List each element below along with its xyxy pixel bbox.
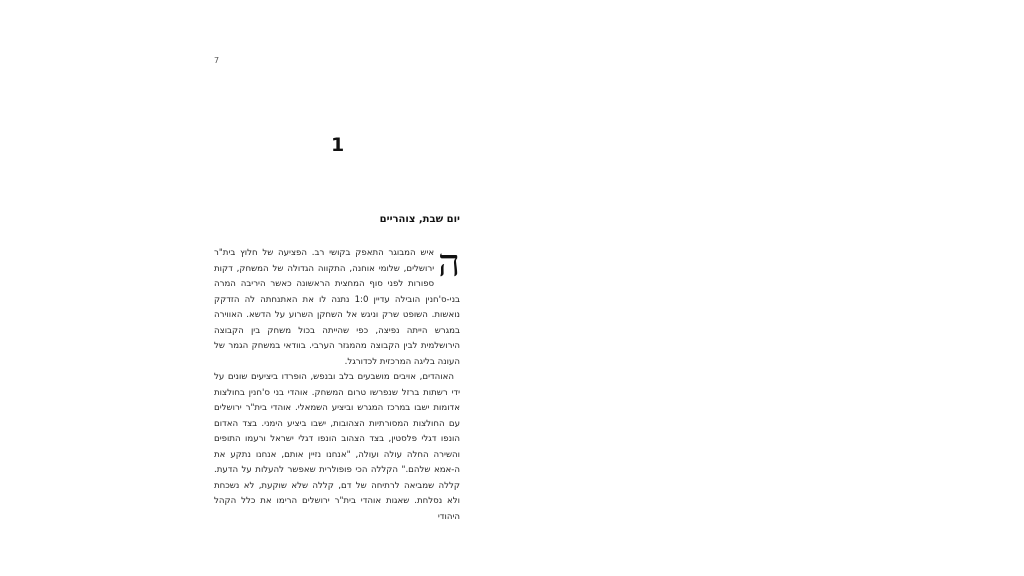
paragraph-2: האוהדים, אויבים מושבעים בלב ובנפש, הופרדו ביציעים שונים על ידי רשתות ברזל שנפרשו טרום המשחק. אוהדי בני ס'חנין בחולצות אדומות ישבו במרכז המגרש וביציע השמאלי. אוהדי בית"ר ירושלים עם החולצות המסורתיות הצהובות, ישבו ביציע הימני. בצד האדום הונפו דגלי פלסטין, בצד הצהוב הונפו דגלי ישראל ורעמו התופים והשירה החלה עולה ועולה, "אנחנו נזיין אותם, אנחנו נתקע את ה-אמא שלהם." הקללה הכי פופולרית שאפשר להעלות על הדעת. קללה שמביאה לרתיחה של דם, קללה שלא שוקעת, לא נשכחת ולא נסלחת. שאגות אוהדי בית"ר ירושלים הרימו את כלל הקהל היהודי (214, 372, 460, 522)
section-title: יום שבת, צוהריים (379, 214, 460, 225)
page-number: 7 (214, 56, 220, 65)
drop-cap: ה (438, 241, 460, 285)
body-text (214, 241, 460, 525)
chapter-number: 1 (331, 134, 345, 156)
paragraph-1: איש המבוגר התאפק בקושי רב. הפציעה של חלוץ בית"ר ירושלים, שלומי אוחנה, התקווה הגדולה של המשחק, דקות ספורות לפני סוף המחצית הראשונה כאשר היריבה המרה בני-ס'חנין הובילה עדיין 1:0 נתנה לו את האתנחתה לה הזדקק נואשות. השופט שרק וניגש אל השחקן השרוע על הדשא. האווירה במגרש הייתה נפיצה, כפי שהייתה בכול משחק בין הקבוצה הירושלמית לבין הקבוצה מהמגזר הערבי. בוודאי במשחק הגמר של העונה בליגה המרכזית לכדורגל. (214, 248, 460, 367)
